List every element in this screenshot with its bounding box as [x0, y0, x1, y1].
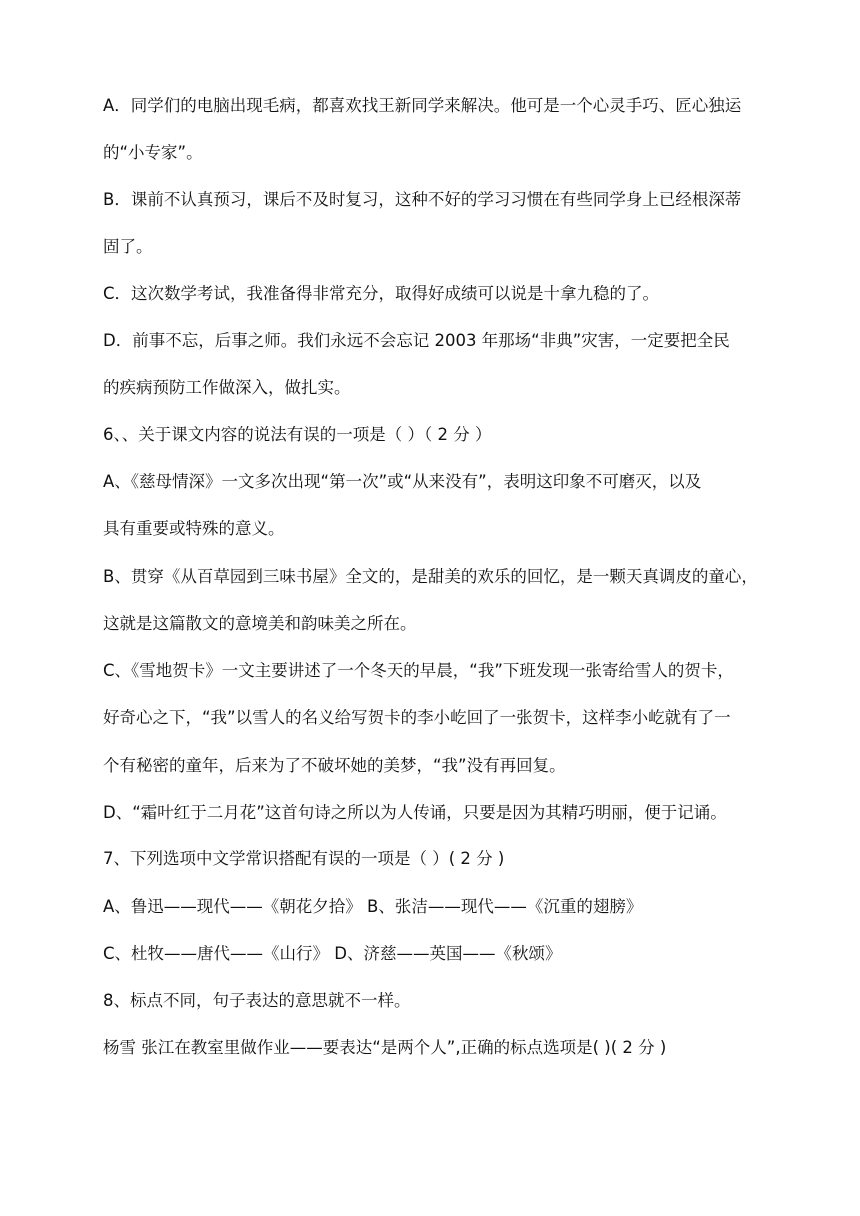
- text-line: D．前事不忘，后事之师。我们永远不会忘记 2003 年那场“非典”灾害，一定要把全民: [103, 331, 730, 350]
- text-line: 好奇心之下，“我”以雪人的名义给写贺卡的李小屹回了一张贺卡，这样李小屹就有了一: [103, 708, 731, 727]
- question-6-title: 6、、关于课文内容的说法有误的一项是（ ）（ 2 分 ）: [103, 425, 492, 444]
- question-8-title: 8、标点不同，句子表达的意思就不一样。: [103, 991, 411, 1010]
- text-line: 固了。: [103, 237, 153, 256]
- text-line: B．课前不认真预习，课后不及时复习，这种不好的学习习惯在有些同学身上已经根深蒂: [103, 190, 742, 209]
- text-line: A、《慈母情深》一文多次出现“第一次”或“从来没有”，表明这印象不可磨灭，以及: [103, 472, 702, 491]
- text-line: A、鲁迅——现代——《朝花夕拾》 B、张洁——现代——《沉重的翅膀》: [103, 897, 643, 916]
- text-line: 的疾病预防工作做深入，做扎实。: [103, 378, 351, 397]
- text-line: C、杜牧——唐代——《山行》 D、济慈——英国——《秋颂》: [103, 944, 562, 963]
- text-line: C．这次数学考试，我准备得非常充分，取得好成绩可以说是十拿九稳的了。: [103, 284, 660, 303]
- text-line: 具有重要或特殊的意义。: [103, 519, 285, 538]
- text-line: D、“霜叶红于二月花”这首句诗之所以为人传诵，只要是因为其精巧明丽，便于记诵。: [103, 803, 727, 822]
- text-line: 个有秘密的童年，后来为了不破坏她的美梦，“我”没有再回复。: [103, 756, 566, 775]
- text-line: 的“小专家”。: [103, 143, 203, 162]
- text-line: B、贯穿《从百草园到三味书屋》全文的，是甜美的欢乐的回忆，是一颗天真调皮的童心，: [103, 567, 758, 586]
- question-7-title: 7、下列选项中文学常识搭配有误的一项是（ ）( 2 分 ): [103, 849, 505, 868]
- text-line: 杨雪 张江在教室里做作业——要表达“是两个人”,正确的标点选项是( )( 2 分 ): [103, 1038, 667, 1057]
- text-line: C、《雪地贺卡》一文主要讲述了一个冬天的早晨，“我”下班发现一张寄给雪人的贺卡，: [103, 661, 734, 680]
- text-line: A．同学们的电脑出现毛病，都喜欢找王新同学来解决。他可是一个心灵手巧、匠心独运: [103, 96, 742, 115]
- text-line: 这就是这篇散文的意境美和韵味美之所在。: [103, 614, 417, 633]
